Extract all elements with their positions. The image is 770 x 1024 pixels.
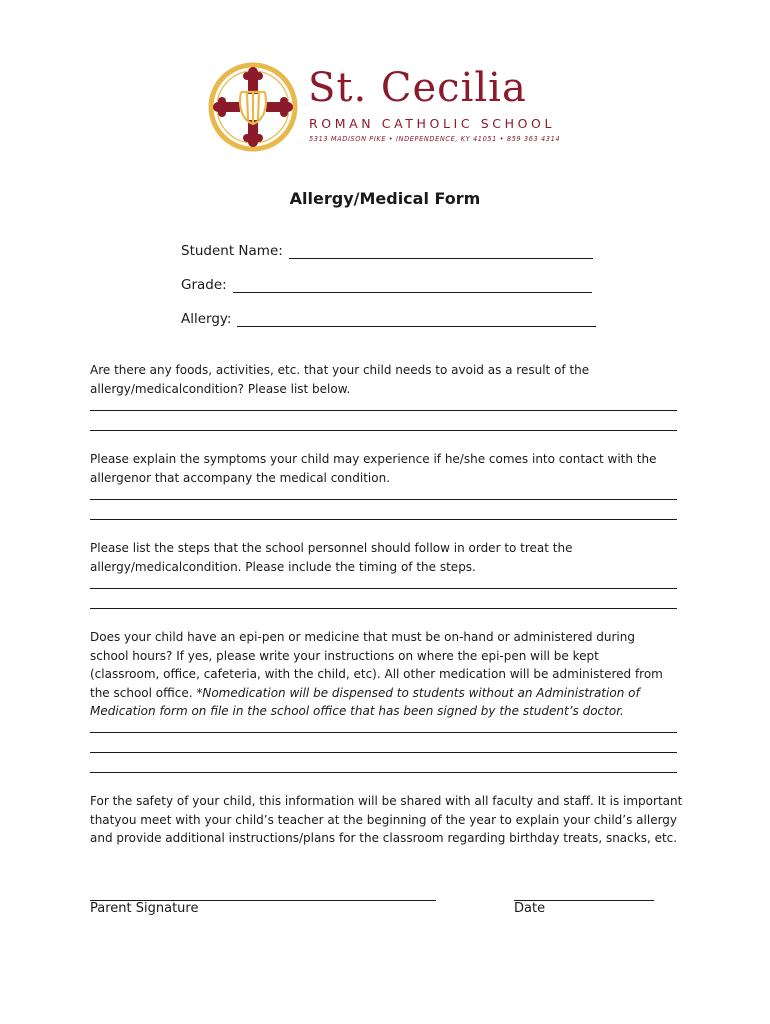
answer-line[interactable]	[90, 608, 677, 609]
school-header	[208, 62, 568, 152]
grade-line[interactable]	[233, 279, 592, 293]
school-subtitle: ROMAN CATHOLIC SCHOOL	[309, 116, 556, 131]
allergy-line[interactable]	[237, 313, 596, 327]
question-steps: Please list the steps that the school personnel should follow in order to treat the allergy/medicalcondition. Please include the timing of the steps.	[90, 541, 573, 574]
closing-statement: For the safety of your child, this information will be shared with all faculty and staff. It is important thatyou meet with your child’s teacher at the beginning of the year to explain your child’s allergy and provide additional instructions/plans for the classroom regarding birthday treats, snacks, etc.	[90, 794, 683, 845]
question-epipen	[90, 628, 670, 721]
answer-line[interactable]	[90, 410, 677, 411]
answer-line[interactable]	[90, 732, 677, 733]
parent-signature-label: Parent Signature	[90, 901, 199, 916]
school-name: St. Cecilia	[308, 65, 527, 111]
answer-line[interactable]	[90, 772, 677, 773]
allergy-label: Allergy:	[181, 311, 232, 327]
student-name-field	[181, 243, 593, 259]
question-avoid: Are there any foods, activities, etc. that your child needs to avoid as a result of the allergy/medicalcondition? Please list below.	[90, 363, 590, 396]
grade-label: Grade:	[181, 277, 227, 293]
question-symptoms: Please explain the symptoms your child may experience if he/she comes into contact with the allergenor that accompany the medical condition.	[90, 452, 657, 485]
answer-line[interactable]	[90, 519, 677, 520]
answer-line[interactable]	[90, 499, 677, 500]
medication-note: *Nomedication will be dispensed to students without an Administration of Medication form on file in the school office that has been signed by the student’s doctor.	[90, 685, 640, 718]
answer-line[interactable]	[90, 752, 677, 753]
answer-line[interactable]	[90, 588, 677, 589]
date-label: Date	[514, 901, 546, 916]
student-name-label: Student Name:	[181, 243, 283, 259]
school-address: 5313 MADISON PIKE • INDEPENDENCE, KY 41051 • 859 363 4314	[309, 135, 561, 143]
school-seal-logo	[208, 62, 298, 152]
answer-line[interactable]	[90, 430, 677, 431]
grade-field	[181, 277, 592, 293]
question-epipen-text: Does your child have an epi-pen or medicine that must be on-hand or administered during school hours? If yes, please write your instructions on where the epi-pen will be kept (classroom, office, cafeteria, with the child, etc). All other medication will be administered from the school office.	[90, 630, 663, 700]
allergy-field	[181, 311, 596, 327]
student-name-line[interactable]	[289, 245, 593, 259]
form-title: Allergy/Medical Form	[289, 189, 481, 208]
